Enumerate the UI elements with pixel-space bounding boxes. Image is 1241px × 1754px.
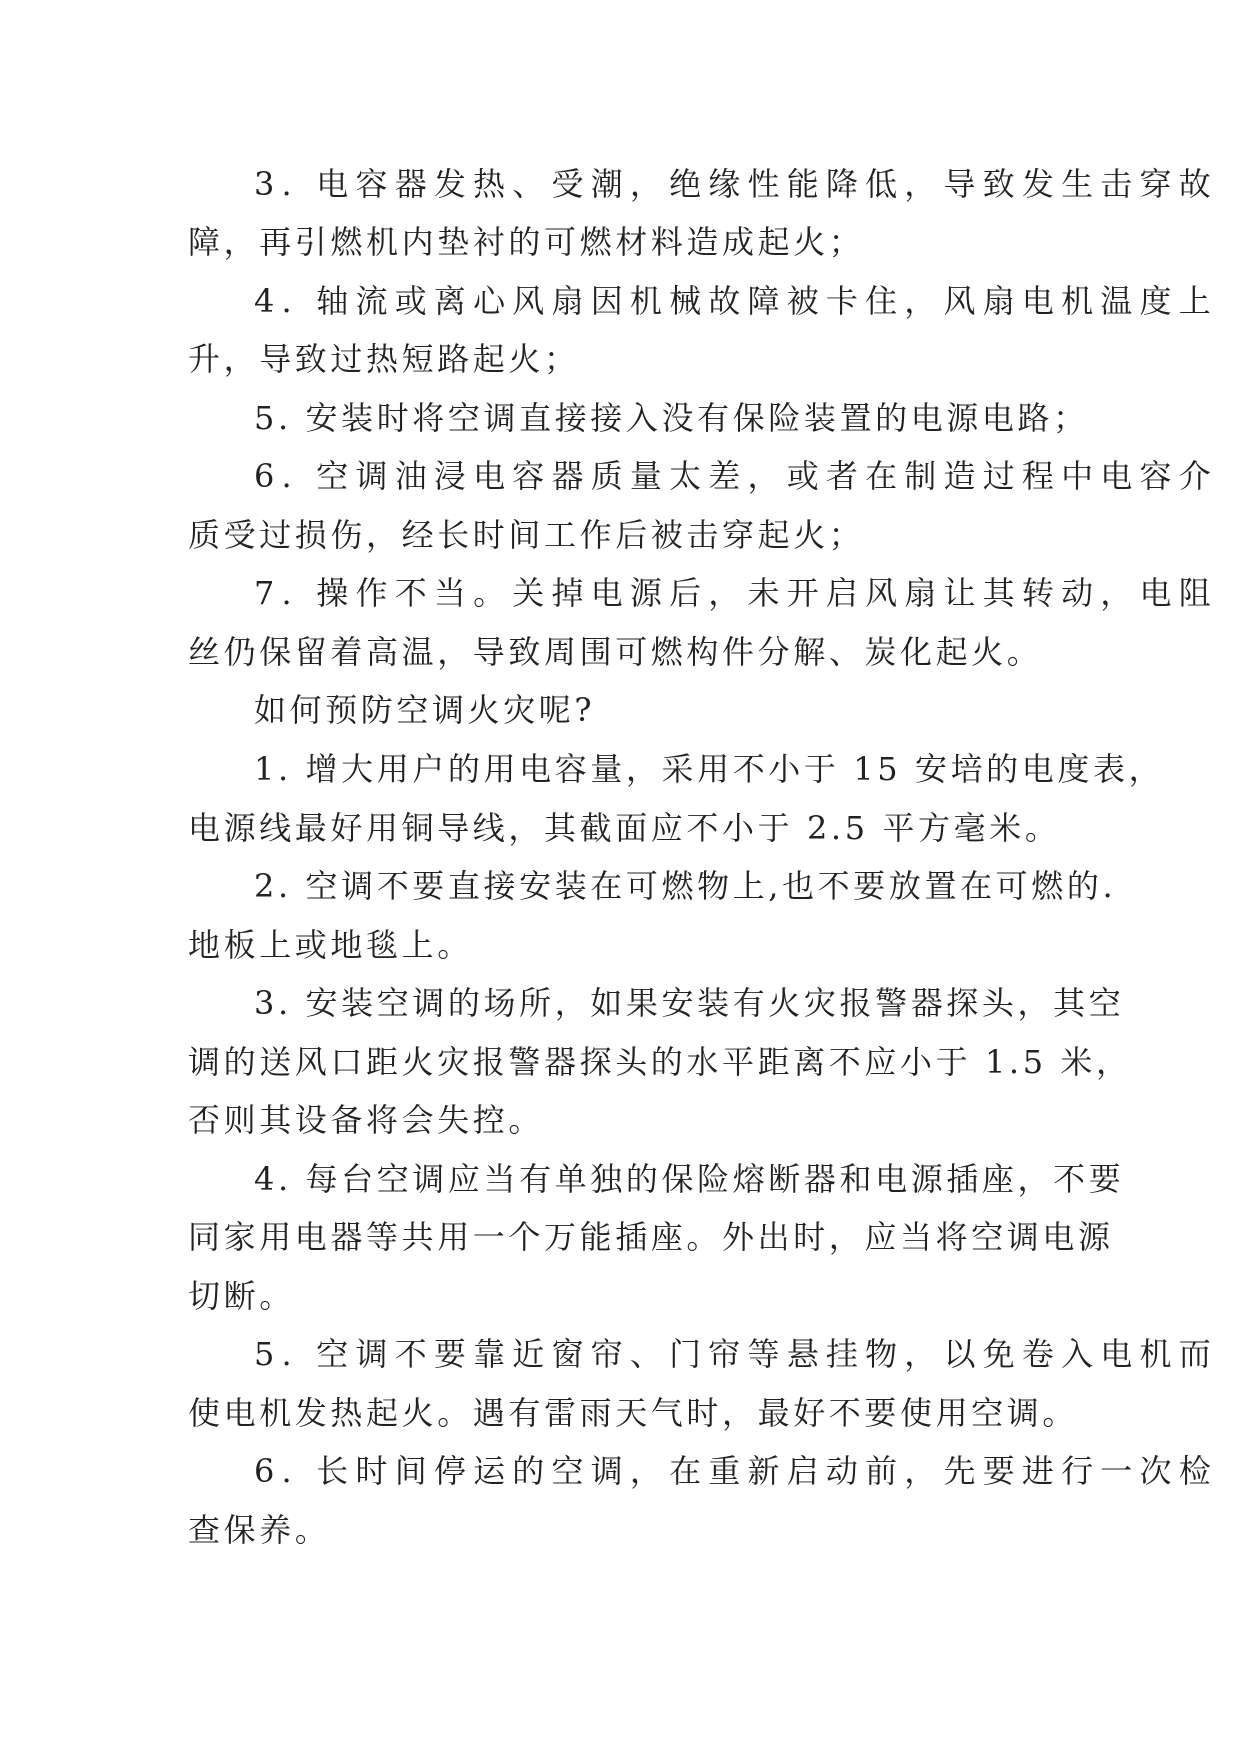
text-line: 5. 安装时将空调直接接入没有保险装置的电源电路； bbox=[254, 399, 1089, 437]
text-line: 调的送风口距火灾报警器探头的水平距离不应小于 1.5 米， bbox=[188, 1043, 1132, 1081]
text-line: 质受过损伤，经长时间工作后被击穿起火； bbox=[188, 516, 865, 554]
text-line: 2. 空调不要直接安装在可燃物上,也不要放置在可燃的. bbox=[254, 867, 1117, 905]
text-line: 同家用电器等共用一个万能插座。外出时，应当将空调电源 bbox=[188, 1218, 1114, 1256]
text-line: 地板上或地毯上。 bbox=[188, 926, 473, 964]
text-line: 切断。 bbox=[188, 1277, 295, 1315]
text-line: 电源线最好用铜导线，其截面应不小于 2.5 平方毫米。 bbox=[188, 809, 1061, 847]
text-line: 4. 每台空调应当有单独的保险熔断器和电源插座，不要 bbox=[254, 1160, 1125, 1198]
text-line: 查保养。 bbox=[188, 1511, 331, 1549]
text-line: 7. 操作不当。关掉电源后，未开启风扇让其转动，电阻 bbox=[254, 574, 1218, 612]
text-line: 3. 电容器发热、受潮，绝缘性能降低，导致发生击穿故 bbox=[254, 165, 1218, 203]
text-line: 6. 长时间停运的空调，在重新启动前，先要进行一次检 bbox=[254, 1452, 1218, 1490]
text-line: 使电机发热起火。遇有雷雨天气时，最好不要使用空调。 bbox=[188, 1394, 1079, 1432]
text-line: 否则其设备将会失控。 bbox=[188, 1101, 545, 1139]
text-line: 丝仍保留着高温，导致周围可燃构件分解、炭化起火。 bbox=[188, 633, 1043, 671]
text-line: 4. 轴流或离心风扇因机械故障被卡住，风扇电机温度上 bbox=[254, 282, 1218, 320]
text-line: 1. 增大用户的用电容量，采用不小于 15 安培的电度表， bbox=[254, 750, 1165, 788]
text-line: 5. 空调不要靠近窗帘、门帘等悬挂物，以免卷入电机而 bbox=[254, 1335, 1218, 1373]
text-line: 3. 安装空调的场所，如果安装有火灾报警器探头，其空 bbox=[254, 984, 1125, 1022]
text-line: 6. 空调油浸电容器质量太差，或者在制造过程中电容介 bbox=[254, 457, 1218, 495]
text-line: 障，再引燃机内垫衬的可燃材料造成起火； bbox=[188, 223, 865, 261]
section-heading: 如何预防空调火灾呢? bbox=[254, 691, 596, 729]
text-line: 升，导致过热短路起火； bbox=[188, 340, 580, 378]
